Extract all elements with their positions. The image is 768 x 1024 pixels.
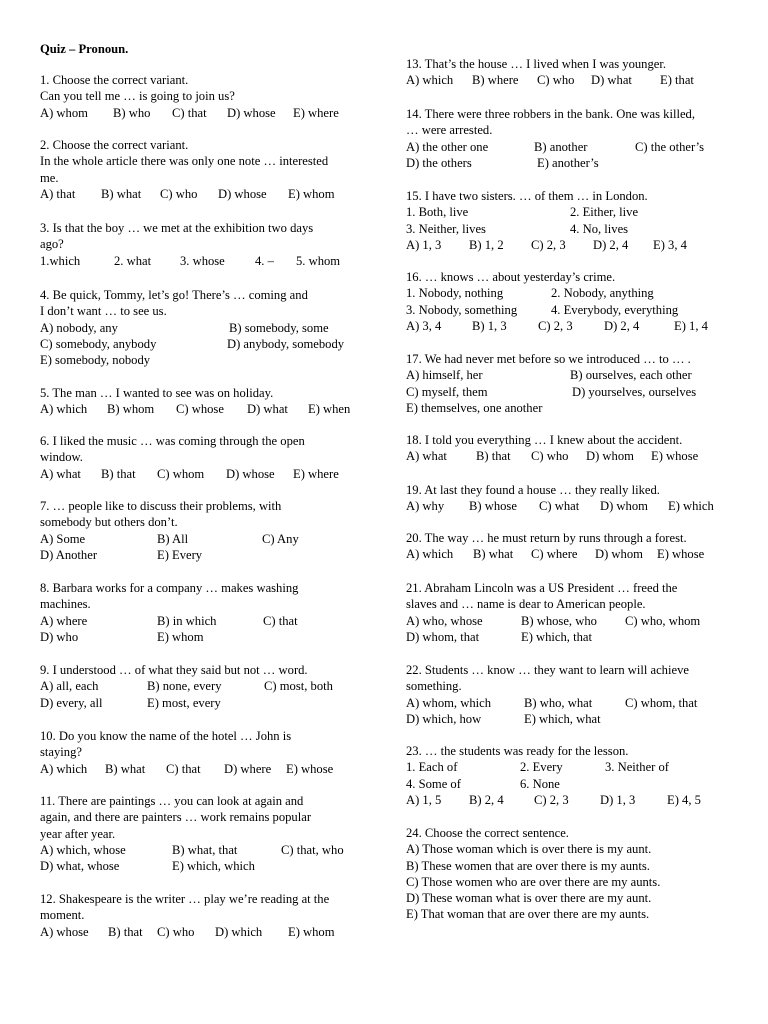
- question: [406, 530, 736, 563]
- answer-option: D) whom, that: [406, 629, 480, 644]
- question: [40, 662, 365, 711]
- answer-option: C) that: [172, 105, 207, 120]
- question-text: C) Those women who are over there are my aunts.: [406, 874, 661, 889]
- answer-option: E) 1, 4: [674, 318, 708, 333]
- question-text: 22. Students … know … they want to learn will achieve: [406, 663, 689, 677]
- options-row: [406, 629, 736, 645]
- question: [40, 793, 365, 874]
- question-text: 16. … knows … about yesterday’s crime.: [406, 270, 616, 284]
- answer-option: D) 2, 4: [604, 318, 640, 333]
- options-row: [40, 105, 365, 121]
- answer-option: D) what: [591, 73, 632, 88]
- answer-option: C) who: [537, 73, 575, 88]
- options-row: [40, 320, 365, 336]
- question: [40, 287, 365, 368]
- answer-option: D) every, all: [40, 695, 103, 710]
- answer-option: A) which, whose: [40, 842, 126, 857]
- question: [40, 385, 365, 418]
- question: [406, 743, 736, 808]
- question-text: B) These women that are over there is my aunts.: [406, 858, 650, 873]
- question-text: In the whole article there was only one note … interested: [40, 154, 329, 169]
- answer-option: 4. Everybody, everything: [551, 302, 679, 317]
- question: [40, 72, 365, 121]
- answer-option: B) 1, 3: [472, 318, 507, 333]
- answer-option: E) Every: [157, 547, 203, 562]
- answer-option: D) whom: [586, 449, 634, 464]
- question-text: 1. Choose the correct variant.: [40, 73, 189, 87]
- answer-option: A) 1, 5: [406, 792, 442, 807]
- answer-option: C) 2, 3: [534, 792, 569, 807]
- question-text: 8. Barbara works for a company … makes washing: [40, 581, 299, 595]
- options-row: [40, 858, 365, 874]
- answer-option: A) the other one: [406, 139, 489, 154]
- answer-option: E) whom: [288, 924, 335, 939]
- options-row: [40, 186, 365, 202]
- answer-option: A) nobody, any: [40, 320, 118, 335]
- answer-option: C) who: [157, 924, 195, 939]
- question-text: 19. At last they found a house … they really liked.: [406, 483, 660, 497]
- question: [406, 580, 736, 645]
- options-row: [40, 531, 365, 547]
- answer-option: C) who: [531, 449, 569, 464]
- question-text: 6. I liked the music … was coming through the open: [40, 434, 305, 448]
- answer-option: D) whom: [595, 547, 643, 562]
- question: [406, 106, 736, 171]
- answer-option: D) which: [215, 924, 263, 939]
- answer-option: E) which, what: [524, 711, 601, 726]
- options-row: [406, 302, 736, 318]
- answer-option: E) where: [293, 466, 339, 481]
- question: [40, 137, 365, 202]
- options-row: [40, 466, 365, 482]
- question-text: 12. Shakespeare is the writer … play we’re reading at the: [40, 892, 330, 906]
- answer-option: A) that: [40, 186, 76, 201]
- options-row: [406, 384, 736, 400]
- answer-option: A) what: [40, 466, 81, 481]
- question-text: 18. I told you everything … I knew about the accident.: [406, 433, 683, 447]
- answer-option: B) whose: [469, 499, 517, 514]
- answer-option: D) whose: [227, 105, 276, 120]
- answer-option: 5. whom: [296, 253, 341, 268]
- answer-option: B) 2, 4: [469, 792, 504, 807]
- question: [40, 580, 365, 645]
- answer-option: B) 1, 2: [469, 237, 504, 252]
- answer-option: C) whom: [157, 466, 205, 481]
- answer-option: E) where: [293, 105, 339, 120]
- options-row: [40, 352, 365, 368]
- answer-option: 3. Neither of: [605, 760, 669, 775]
- answer-option: A) Some: [40, 531, 86, 546]
- options-row: [406, 155, 736, 171]
- question-text: 17. We had never met before so we introduced … to … .: [406, 352, 691, 366]
- answer-option: A) himself, her: [406, 368, 483, 383]
- answer-option: E) whom: [288, 186, 335, 201]
- question: [406, 482, 736, 515]
- options-row: [40, 842, 365, 858]
- answer-option: E) themselves, one another: [406, 400, 543, 415]
- question-text: 15. I have two sisters. … of them … in London.: [406, 189, 648, 203]
- answer-option: C) where: [531, 547, 578, 562]
- answer-option: C) 2, 3: [531, 237, 566, 252]
- answer-option: A) 3, 4: [406, 318, 442, 333]
- answer-option: D) where: [224, 761, 272, 776]
- answer-option: C) whose: [176, 402, 224, 417]
- answer-option: A) which: [40, 402, 88, 417]
- options-row: [40, 629, 365, 645]
- options-row: [40, 924, 365, 940]
- answer-option: B) what: [473, 547, 514, 562]
- question-text: staying?: [40, 745, 82, 760]
- question: [406, 351, 736, 416]
- answer-option: D) what: [247, 402, 288, 417]
- answer-option: A) what: [406, 449, 447, 464]
- answer-option: B) what, that: [172, 842, 238, 857]
- options-row: [40, 547, 365, 563]
- question-text: 20. The way … he must return by runs through a forest.: [406, 531, 687, 545]
- answer-option: A) where: [40, 613, 88, 628]
- answer-option: C) somebody, anybody: [40, 336, 157, 351]
- options-row: [406, 546, 736, 562]
- answer-option: C) the other’s: [635, 139, 705, 154]
- options-row: [406, 695, 736, 711]
- answer-option: C) most, both: [264, 679, 333, 694]
- options-row: [406, 613, 736, 629]
- options-row: [406, 711, 736, 727]
- answer-option: A) which: [406, 547, 454, 562]
- answer-option: E) 3, 4: [653, 237, 687, 252]
- answer-option: B) another: [534, 139, 588, 154]
- options-row: [40, 253, 365, 269]
- question-text: 9. I understood … of what they said but not … word.: [40, 663, 308, 677]
- question-text: 2. Choose the correct variant.: [40, 138, 189, 152]
- answer-option: D) the others: [406, 155, 472, 170]
- answer-option: D) Another: [40, 547, 98, 562]
- answer-option: A) why: [406, 499, 445, 514]
- answer-option: D) whom: [600, 499, 648, 514]
- answer-option: B) that: [108, 924, 143, 939]
- options-row: [406, 139, 736, 155]
- options-row: [406, 367, 736, 383]
- answer-option: E) whom: [157, 629, 204, 644]
- options-row: [40, 613, 365, 629]
- options-row: [406, 204, 736, 220]
- answer-option: E) which: [668, 499, 714, 514]
- answer-option: B) somebody, some: [229, 320, 329, 335]
- answer-option: D) 1, 3: [600, 792, 636, 807]
- question-text: machines.: [40, 597, 91, 612]
- answer-option: A) 1, 3: [406, 237, 442, 252]
- question-text: me.: [40, 170, 59, 185]
- options-row: [406, 285, 736, 301]
- question: [406, 56, 736, 89]
- answer-option: E) which, which: [172, 859, 255, 874]
- question: [406, 188, 736, 253]
- question: [406, 825, 736, 923]
- answer-option: E) somebody, nobody: [40, 353, 151, 368]
- question-text: 3. Is that the boy … we met at the exhibition two days: [40, 221, 314, 235]
- answer-option: A) who, whose: [406, 613, 483, 628]
- question: [406, 662, 736, 727]
- answer-option: C) whom, that: [625, 695, 698, 710]
- answer-option: E) whose: [657, 547, 705, 562]
- question-text: 5. The man … I wanted to see was on holiday.: [40, 386, 274, 400]
- answer-option: B) what: [105, 761, 146, 776]
- answer-option: B) that: [101, 466, 136, 481]
- answer-option: E) which, that: [521, 629, 592, 644]
- options-row: [406, 318, 736, 334]
- question-text: 24. Choose the correct sentence.: [406, 826, 569, 840]
- question-text: 10. Do you know the name of the hotel … John is: [40, 729, 292, 743]
- question-text: 21. Abraham Lincoln was a US President … freed the: [406, 581, 678, 595]
- question: [40, 220, 365, 269]
- question-text: 14. There were three robbers in the bank. One was killed,: [406, 107, 695, 121]
- options-row: [40, 401, 365, 417]
- answer-option: C) Any: [262, 531, 299, 546]
- question-text: something.: [406, 679, 462, 694]
- question-text: slaves and … name is dear to American people.: [406, 597, 646, 612]
- question-text: … were arrested.: [406, 123, 493, 138]
- options-row: [406, 448, 736, 464]
- answer-option: B) what: [101, 186, 142, 201]
- answer-option: A) which: [40, 761, 88, 776]
- answer-option: A) all, each: [40, 679, 99, 694]
- answer-option: B) who, what: [524, 695, 593, 710]
- answer-option: C) that: [263, 613, 298, 628]
- options-row: [406, 400, 736, 416]
- question: [406, 432, 736, 465]
- options-row: [40, 761, 365, 777]
- options-row: [406, 221, 736, 237]
- answer-option: B) none, every: [147, 679, 222, 694]
- question-text: somebody but others don’t.: [40, 515, 178, 530]
- question-text: I don’t want … to see us.: [40, 304, 167, 319]
- answer-option: 3. whose: [180, 253, 225, 268]
- options-row: [406, 498, 736, 514]
- page-title: Quiz – Pronoun.: [40, 42, 129, 56]
- answer-option: 1. Both, live: [406, 205, 469, 220]
- answer-option: 2. Nobody, anything: [551, 286, 654, 301]
- answer-option: D) whose: [226, 466, 275, 481]
- answer-option: 2. Every: [520, 760, 563, 775]
- question-text: 7. … people like to discuss their problems, with: [40, 499, 282, 513]
- answer-option: D) what, whose: [40, 859, 120, 874]
- answer-option: 1. Nobody, nothing: [406, 286, 504, 301]
- question: [40, 433, 365, 482]
- answer-option: A) whom, which: [406, 695, 491, 710]
- question-text: 13. That’s the house … I lived when I was younger.: [406, 57, 666, 71]
- answer-option: 1.which: [40, 253, 81, 268]
- options-row: [40, 336, 365, 352]
- question-text: D) These woman what is over there are my aunt.: [406, 891, 652, 906]
- answer-option: 6. None: [520, 776, 560, 791]
- answer-option: 3. Nobody, something: [406, 302, 518, 317]
- options-row: [406, 759, 736, 775]
- question-text: Can you tell me … is going to join us?: [40, 89, 235, 104]
- answer-option: C) that, who: [281, 842, 344, 857]
- options-row: [40, 678, 365, 694]
- answer-option: B) in which: [157, 613, 217, 628]
- answer-option: B) who: [113, 105, 151, 120]
- options-row: [40, 695, 365, 711]
- answer-option: C) 2, 3: [538, 318, 573, 333]
- answer-option: E) whose: [651, 449, 699, 464]
- answer-option: C) who, whom: [625, 613, 701, 628]
- answer-option: 2. what: [114, 253, 152, 268]
- answer-option: 1. Each of: [406, 760, 458, 775]
- answer-option: E) that: [660, 73, 694, 88]
- question-text: E) That woman that are over there are my aunts.: [406, 907, 650, 922]
- answer-option: D) yourselves, ourselves: [572, 384, 697, 399]
- answer-option: A) whose: [40, 924, 89, 939]
- question-text: moment.: [40, 908, 85, 923]
- question-text: 4. Be quick, Tommy, let’s go! There’s … coming and: [40, 288, 308, 302]
- question: [406, 269, 736, 334]
- answer-option: C) myself, them: [406, 384, 488, 399]
- answer-option: D) which, how: [406, 711, 482, 726]
- answer-option: E) when: [308, 402, 351, 417]
- answer-option: C) who: [160, 186, 198, 201]
- question-text: A) Those woman which is over there is my aunt.: [406, 842, 652, 857]
- answer-option: D) who: [40, 629, 79, 644]
- answer-option: 4. No, lives: [570, 221, 629, 236]
- options-row: [406, 237, 736, 253]
- question: [40, 891, 365, 940]
- answer-option: 4. Some of: [406, 776, 461, 791]
- answer-option: B) where: [472, 73, 519, 88]
- answer-option: B) All: [157, 531, 189, 546]
- answer-option: A) which: [406, 73, 454, 88]
- question-text: again, and there are painters … work remains popular: [40, 810, 312, 825]
- answer-option: B) whose, who: [521, 613, 597, 628]
- question-text: window.: [40, 450, 83, 465]
- answer-option: B) whom: [107, 402, 155, 417]
- question-text: year after year.: [40, 826, 116, 841]
- answer-option: D) 2, 4: [593, 237, 629, 252]
- answer-option: E) whose: [286, 761, 334, 776]
- answer-option: B) ourselves, each other: [570, 368, 692, 383]
- options-row: [406, 72, 736, 88]
- question-text: ago?: [40, 237, 64, 252]
- answer-option: C) that: [166, 761, 201, 776]
- answer-option: 4. –: [255, 253, 274, 268]
- answer-option: D) whose: [218, 186, 267, 201]
- answer-option: 3. Neither, lives: [406, 221, 486, 236]
- answer-option: A) whom: [40, 105, 88, 120]
- options-row: [406, 776, 736, 792]
- options-row: [406, 792, 736, 808]
- question: [40, 728, 365, 777]
- answer-option: E) another’s: [537, 155, 599, 170]
- answer-option: C) what: [539, 499, 580, 514]
- question: [40, 498, 365, 563]
- answer-option: B) that: [476, 449, 511, 464]
- answer-option: 2. Either, live: [570, 205, 639, 220]
- question-text: 11. There are paintings … you can look at again and: [40, 794, 304, 808]
- answer-option: E) 4, 5: [667, 792, 701, 807]
- answer-option: E) most, every: [147, 695, 221, 710]
- question-text: 23. … the students was ready for the lesson.: [406, 744, 629, 758]
- answer-option: D) anybody, somebody: [227, 336, 345, 351]
